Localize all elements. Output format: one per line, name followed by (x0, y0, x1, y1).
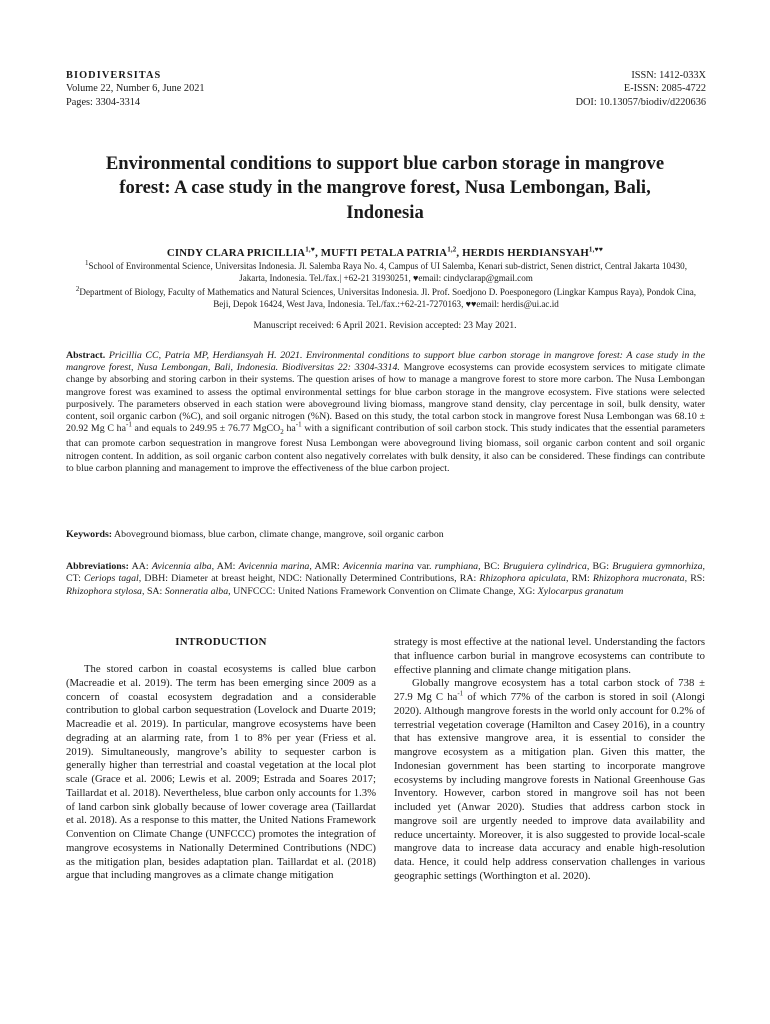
abstract-text: with a significant contribution of soil carbon stock. This study indicates that the essential parameters that can promote carbon sequestration in mangrove forest Nusa Lembongan were aboveground living biomass, soil organic carbon content and soil organic nitrogen content. In addition, as soil organic carbon content also negatively correlates with bulk density, it also can be considered. These findings can contribute to blue carbon planning and management to improve the effectiveness of the blue carbon project. (66, 423, 705, 474)
abbr-text: , UNFCCC: United Nations Framework Convention on Climate Change, XG: (228, 585, 538, 597)
eissn: E-ISSN: 2085-4722 (623, 83, 706, 95)
abbr-text: , AM: (211, 561, 239, 572)
manuscript-dates: Manuscript received: 6 April 2021. Revision accepted: 23 May 2021. (253, 321, 517, 331)
abstract-text: Mangrove ecosystems can provide ecosystem services to mitigate climate change by absorbing and storing carbon in their systems. The question arises of how to manage a mangrove forest to store more carbon. The Nusa Lembongan mangrove forest was examined to assess the optimal environmental settings for blue carbon storage in the mangrove ecosystem. Five stations were selected purposively. The parameters observed in each station were aboveground living biomass, mangrove stand density, clay percentage in soil, bulk density, water content, soil organic carbon (%C), and soil organic nitrogen (%N). Based on this study, the total carbon stock in mangrove forest Nusa Lembongan was 68.10 ± 20.92 Mg C ha (66, 362, 706, 435)
body-paragraph: The stored carbon in coastal ecosystems is called blue carbon (Macreadie et al. 2019). The term has been emerging since 2009 as a concern of coastal ecosystem degradation and a considerable contribution to global carbon sequestration (Lovelock and Duarte 2019; Macreadie et al. 2019). In particular, mangrove ecosystems have been degrading at an alarming rate, from 1 to 8% per year (Friess et al. 2019). Simultaneously, mangrove’s ability to sequester carbon is generally higher than terrestrial and coastal vegetation at the local plot scale (Grace et al. 2006; Lewis et al. 2009; Estrada and Soares 2017; Taillardat et al. 2018). Nevertheless, blue carbon only accounts for 1.3% of land carbon sink globally because of lower coverage area (Taillardat et al. 2018). As a response to this matter, the United Nations Framework Convention on Climate Change (UNFCCC) promotes the integration of mangrove ecosystems in Nationally Determined Contributions (NDC) as the mitigation plan, besides adaptation plan. Taillardat et al. (2018) argue that including mangroves as a climate change mitigation (66, 663, 376, 882)
journal-header (66, 69, 205, 109)
abbr-text: var. (413, 561, 435, 572)
abstract-subscript: 2 (280, 428, 284, 437)
abstract-text: and equals to 249.95 ± 76.77 MgCO (131, 423, 281, 435)
abstract-superscript: -1 (295, 420, 302, 429)
abstract-superscript: -1 (126, 420, 132, 429)
abbr-species: Rhizophora mucronata (592, 573, 685, 585)
abbr-text: , AMR: (309, 561, 344, 572)
abbr-species: Avicennia alba (151, 561, 212, 572)
keywords (66, 529, 705, 541)
author-name: MUFTI PETALA PATRIA (320, 247, 448, 259)
author-separator: , (456, 247, 463, 259)
volume-info: Volume 22, Number 6, June 2021 (66, 83, 205, 95)
abstract-citation: Pricillia CC, Patria MP, Herdiansyah H. 2021. Environmental conditions to support blue carbon storage in mangrove forest: A case study in the mangrove forest, Nusa Lembongan, Bali, Indonesia. Biodiversitas 22: 3304-3314. (66, 350, 705, 374)
title-line: Environmental conditions to support blue carbon storage in mangrove (105, 153, 665, 174)
abbr-text: , RM: (565, 573, 593, 585)
affiliation-text: Department of Biology, Faculty of Mathematics and Natural Sciences, Universitas Indonesia. Jl. Prof. Soedjono D. Poesponegoro (Lingkar Kampus Raya), Pondok Cina, Beji, Depok 16424, West Java, Indonesia. Tel./fax.:+62-21-7270163, ♥♥email: herdis@ui.ac.id (79, 286, 697, 310)
abstract (66, 350, 705, 475)
abbr-species: rumphiana (434, 561, 479, 572)
section-heading-introduction: INTRODUCTION (175, 636, 267, 648)
abstract-label: Abstract. (66, 350, 106, 361)
keywords-label: Keywords: (66, 529, 113, 540)
journal-name: BIODIVERSITAS (66, 70, 162, 81)
author-list (60, 247, 710, 259)
body-paragraph: strategy is most effective at the national level. Understanding the factors that influence carbon burial in mangrove ecosystems can contribute to effective planning and climate change mitigation plans. (394, 636, 705, 676)
affiliation-1 (70, 260, 702, 284)
keywords-text: Aboveground biomass, blue carbon, climate change, mangrove, soil organic carbon (114, 529, 444, 540)
title-line: Indonesia (346, 201, 424, 223)
abbr-species: Ceriops tagal (84, 573, 139, 585)
abbr-text: , RS: (684, 573, 706, 585)
abbr-text: , CT: (66, 561, 705, 585)
abbreviations (66, 561, 705, 598)
body-text: of which 77% of the carbon is stored in soil (Alongi 2020). Although mangrove forests in the world only account for 0.2% of terrestrial vegetation coverage (Hamilton and Casey 2016), in a country that has extensive mangrove area, it is essential to consider the mangrove ecosystem as a mitigation plan. Given this matter, the Indonesian government has been starting to incorporate mangrove ecosystems by including mangrove forests in National Greenhouse Gas Inventory. However, carbon stored in mangrove soil has not been included yet (Anwar 2020). Studies that address carbon stock in mangrove soil are urgently needed to improve data availability and reduce uncertainty. Moreover, it is also suggested to provide local-scale mangrove data to increase data accuracy and enable high-resolution data. Hence, it could help address conservation challenges in various geographic settings (Worthington et al. 2020). (394, 691, 706, 882)
body-superscript: -1 (457, 689, 464, 698)
abbr-species: Rhizophora stylosa (66, 585, 142, 597)
body-column-left (66, 663, 376, 883)
abbr-species: Bruguiera cylindrica (502, 561, 587, 572)
abbr-text: , DBH: Diameter at breast height, NDC: Nationally Determined Contributions, RA: (138, 573, 480, 585)
body-column-right (394, 636, 705, 884)
doi-link[interactable]: DOI: 10.13057/biodiv/d220636 (575, 96, 706, 108)
abbr-species: Xylocarpus granatum (537, 585, 624, 597)
pages-info: Pages: 3304-3314 (66, 96, 141, 108)
abbr-species: Bruguiera gymnorhiza (612, 561, 703, 572)
abbr-text: , BC: (478, 561, 503, 572)
abbr-text: AA: (131, 561, 152, 572)
affiliation-number: 1 (84, 258, 89, 267)
author-separator: , (315, 247, 321, 259)
affiliation-number: 2 (75, 284, 80, 293)
body-text: Globally mangrove ecosystem has a total carbon stock of 738 ± 27.9 Mg C ha (394, 677, 705, 703)
affiliation-2 (70, 286, 702, 310)
author-affiliation-mark: 1,♥♥ (588, 245, 604, 254)
abstract-text: ha (283, 423, 296, 435)
body-paragraph (394, 677, 705, 883)
author-name: HERDIS HERDIANSYAH (462, 247, 589, 259)
author-affiliation-mark: 1,♥ (305, 245, 316, 254)
abbr-species: Rhizophora apiculata (479, 573, 566, 585)
title-line: forest: A case study in the mangrove forest, Nusa Lembongan, Bali, (119, 177, 651, 199)
abbr-species: Avicennia marina (238, 561, 310, 572)
issn: ISSN: 1412-033X (631, 70, 706, 81)
abbr-species: Sonneratia alba (164, 585, 229, 597)
paper-title (60, 152, 710, 225)
abbr-species: Avicennia marina (343, 561, 414, 572)
affiliation-text: School of Environmental Science, Universitas Indonesia. Jl. Salemba Raya No. 4, Campus of UI Salemba, Kenari sub-district, Senen district, Central Jakarta 10430, Jakarta, Indonesia. Tel./fax.| +62-21 31930251, ♥email: cindyclarap@gmail.com (88, 261, 688, 284)
affiliations (70, 260, 702, 310)
abbr-text: , BG: (586, 561, 613, 572)
journal-identifiers (576, 69, 706, 109)
abbreviations-label: Abbreviations: (66, 561, 129, 572)
author-affiliation-mark: 1,2 (447, 245, 457, 254)
abbr-text: , SA: (142, 585, 165, 597)
author-name: CINDY CLARA PRICILLIA (166, 247, 306, 259)
